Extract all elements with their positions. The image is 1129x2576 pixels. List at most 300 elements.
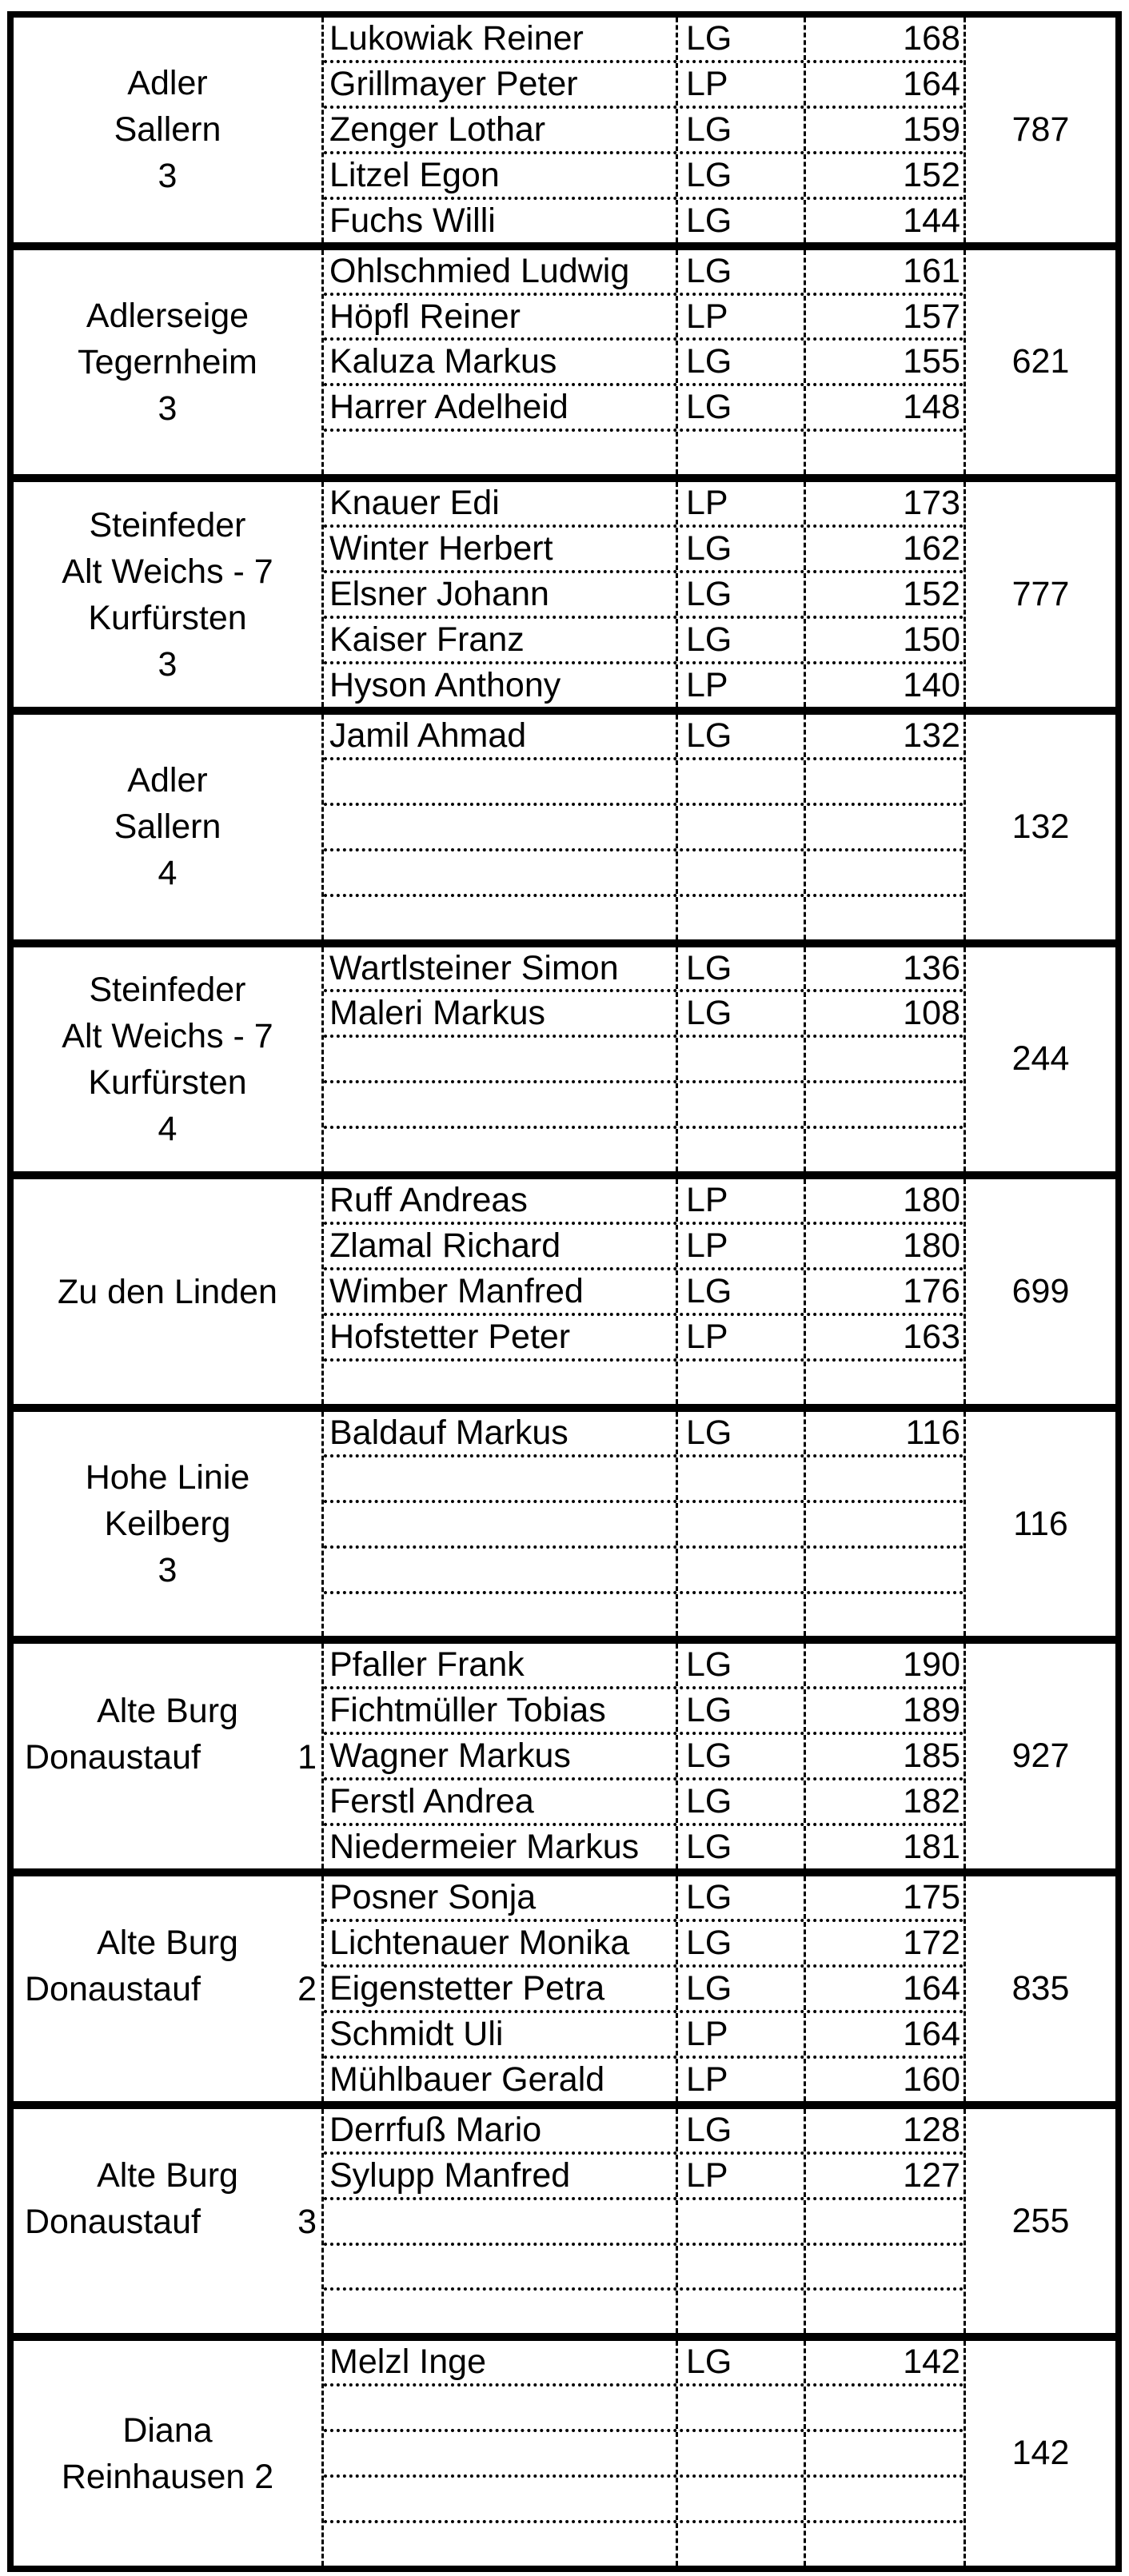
player-discipline-code: LP bbox=[676, 2013, 804, 2056]
player-row bbox=[324, 109, 963, 154]
players-grid bbox=[321, 2341, 966, 2566]
player-discipline-code bbox=[676, 760, 804, 803]
player-score bbox=[804, 1038, 963, 1080]
team-total-cell bbox=[966, 482, 1115, 707]
player-score: 108 bbox=[804, 992, 963, 1035]
team-name-line: Kurfürsten bbox=[88, 1063, 247, 1102]
player-score: 182 bbox=[804, 1780, 963, 1823]
team-total-value: 255 bbox=[1011, 2201, 1070, 2240]
team-total-value: 116 bbox=[1013, 1504, 1068, 1543]
player-name: Harrer Adelheid bbox=[329, 388, 568, 427]
player-name bbox=[324, 760, 676, 803]
players-grid bbox=[321, 1179, 966, 1404]
player-discipline-code: LP bbox=[676, 1179, 804, 1222]
player-discipline-code: LP bbox=[676, 63, 804, 106]
player-score: 128 bbox=[804, 2109, 963, 2151]
player-row bbox=[324, 1179, 963, 1225]
player-name: Jamil Ahmad bbox=[329, 716, 527, 755]
player-discipline-code: LG bbox=[676, 1689, 804, 1732]
player-name: Wagner Markus bbox=[329, 1737, 571, 1776]
team-name-line: 4 bbox=[158, 1109, 178, 1148]
player-name: Höpfl Reiner bbox=[329, 297, 521, 336]
team-total-value: 132 bbox=[1011, 807, 1070, 846]
player-score: 176 bbox=[804, 1270, 963, 1313]
player-name: Mühlbauer Gerald bbox=[329, 2060, 605, 2099]
player-score: 180 bbox=[804, 1225, 963, 1267]
player-name bbox=[324, 1457, 676, 1500]
team-cell bbox=[14, 1854, 321, 2079]
team-block bbox=[14, 1636, 1115, 1868]
team-name-line: Tegernheim bbox=[78, 342, 257, 381]
team-name-line: Zu den Linden bbox=[58, 1272, 277, 1311]
team-cell bbox=[14, 482, 321, 707]
players-grid bbox=[321, 1412, 966, 1637]
player-name: Fichtmüller Tobias bbox=[329, 1691, 606, 1730]
player-name bbox=[324, 432, 676, 474]
team-name-line: Adler bbox=[127, 761, 208, 800]
player-name: Wimber Manfred bbox=[329, 1272, 584, 1310]
player-score bbox=[804, 1083, 963, 1126]
player-score bbox=[804, 806, 963, 848]
player-discipline-code: LG bbox=[676, 619, 804, 661]
players-grid bbox=[321, 250, 966, 475]
player-discipline-code bbox=[676, 1503, 804, 1545]
player-discipline-code bbox=[676, 2387, 804, 2429]
player-name: Elsner Johann bbox=[329, 575, 549, 614]
player-name bbox=[324, 897, 676, 939]
player-row bbox=[324, 2200, 963, 2246]
player-name bbox=[324, 2291, 676, 2333]
team-cell bbox=[14, 947, 321, 1172]
team-name-line bbox=[14, 1966, 321, 2012]
player-discipline-code: LP bbox=[676, 296, 804, 338]
team-total-cell bbox=[966, 2341, 1115, 2566]
player-row bbox=[324, 947, 963, 993]
player-score: 164 bbox=[804, 2013, 963, 2056]
team-total-cell bbox=[966, 715, 1115, 939]
player-discipline-code: LG bbox=[676, 386, 804, 429]
player-row bbox=[324, 1457, 963, 1503]
team-total-cell bbox=[966, 18, 1115, 242]
player-name bbox=[324, 806, 676, 848]
team-total-cell bbox=[966, 1644, 1115, 1868]
team-block bbox=[14, 18, 1115, 242]
player-score: 190 bbox=[804, 1644, 963, 1686]
player-score bbox=[804, 2200, 963, 2243]
player-score: 161 bbox=[804, 250, 963, 293]
player-row bbox=[324, 1083, 963, 1129]
team-name-line: Steinfeder bbox=[89, 970, 246, 1009]
players-grid bbox=[321, 2109, 966, 2334]
player-score bbox=[804, 897, 963, 939]
team-name-line: 3 bbox=[158, 389, 178, 428]
player-discipline-code: LP bbox=[676, 2059, 804, 2101]
player-discipline-code: LP bbox=[676, 482, 804, 524]
player-row bbox=[324, 1503, 963, 1549]
team-name-line: Diana bbox=[122, 2411, 213, 2450]
player-name: Zlamal Richard bbox=[329, 1226, 561, 1266]
team-name-text: Donaustauf bbox=[25, 1970, 201, 2009]
player-name: Niedermeier Markus bbox=[329, 1828, 640, 1867]
player-score: 127 bbox=[804, 2155, 963, 2197]
player-row bbox=[324, 482, 963, 528]
player-name: Hyson Anthony bbox=[329, 665, 561, 704]
team-total-cell bbox=[966, 2109, 1115, 2334]
player-discipline-code: LG bbox=[676, 2109, 804, 2151]
player-name: Ohlschmied Ludwig bbox=[329, 251, 630, 290]
team-block bbox=[14, 939, 1115, 1172]
player-score bbox=[804, 1362, 963, 1404]
player-name: Melzl Inge bbox=[329, 2343, 486, 2382]
player-name bbox=[324, 1362, 676, 1404]
team-name-line: Alt Weichs - 7 bbox=[62, 1016, 273, 1055]
player-row bbox=[324, 250, 963, 296]
player-discipline-code: LG bbox=[676, 2341, 804, 2383]
players-grid bbox=[321, 1644, 966, 1868]
team-name-line: Sallern bbox=[114, 110, 221, 150]
player-score: 172 bbox=[804, 1922, 963, 1964]
player-discipline-code: LG bbox=[676, 1876, 804, 1919]
player-discipline-code: LG bbox=[676, 250, 804, 293]
player-row bbox=[324, 806, 963, 851]
player-name: Ruff Andreas bbox=[329, 1181, 528, 1220]
player-score: 132 bbox=[804, 715, 963, 757]
player-row bbox=[324, 992, 963, 1038]
team-cell bbox=[14, 250, 321, 475]
player-score: 163 bbox=[804, 1316, 963, 1358]
player-row bbox=[324, 619, 963, 664]
player-score bbox=[804, 2478, 963, 2520]
player-discipline-code: LG bbox=[676, 1644, 804, 1686]
player-row bbox=[324, 851, 963, 897]
player-name: Eigenstetter Petra bbox=[329, 1968, 605, 2008]
player-row bbox=[324, 1780, 963, 1826]
player-discipline-code bbox=[676, 1038, 804, 1080]
team-total-cell bbox=[966, 947, 1115, 1172]
player-name bbox=[324, 2200, 676, 2243]
team-name-line: Adlerseige bbox=[86, 296, 249, 335]
player-name: Ferstl Andrea bbox=[329, 1782, 534, 1821]
player-discipline-code: LG bbox=[676, 1270, 804, 1313]
player-name bbox=[324, 2478, 676, 2520]
player-discipline-code bbox=[676, 432, 804, 474]
player-row bbox=[324, 2246, 963, 2291]
player-name: Pfaller Frank bbox=[329, 1645, 525, 1685]
player-discipline-code: LG bbox=[676, 947, 804, 990]
player-score: 173 bbox=[804, 482, 963, 524]
player-discipline-code bbox=[676, 2478, 804, 2520]
player-discipline-code: LG bbox=[676, 715, 804, 757]
team-name-line: Adler bbox=[127, 64, 208, 103]
player-name: Litzel Egon bbox=[329, 155, 500, 194]
player-row bbox=[324, 1644, 963, 1689]
player-discipline-code: LP bbox=[676, 664, 804, 707]
team-block bbox=[14, 2333, 1115, 2566]
player-row bbox=[324, 2013, 963, 2059]
player-row bbox=[324, 432, 963, 474]
player-discipline-code bbox=[676, 1457, 804, 1500]
player-row bbox=[324, 897, 963, 939]
team-cell bbox=[14, 2087, 321, 2311]
players-grid bbox=[321, 18, 966, 242]
player-name: Lukowiak Reiner bbox=[329, 18, 584, 58]
player-score bbox=[804, 1503, 963, 1545]
player-score: 162 bbox=[804, 528, 963, 570]
player-row bbox=[324, 528, 963, 573]
team-name-line: 3 bbox=[158, 644, 178, 684]
player-score: 150 bbox=[804, 619, 963, 661]
team-block bbox=[14, 1868, 1115, 2101]
player-discipline-code: LG bbox=[676, 109, 804, 151]
player-score bbox=[804, 2246, 963, 2288]
team-name-line: Alte Burg bbox=[97, 1691, 238, 1730]
player-score bbox=[804, 851, 963, 894]
player-discipline-code: LG bbox=[676, 1412, 804, 1454]
player-discipline-code: LG bbox=[676, 1922, 804, 1964]
player-row bbox=[324, 1549, 963, 1594]
player-discipline-code bbox=[676, 2523, 804, 2566]
player-row bbox=[324, 760, 963, 806]
player-row bbox=[324, 1129, 963, 1171]
player-row bbox=[324, 1038, 963, 1083]
player-row bbox=[324, 715, 963, 760]
player-row bbox=[324, 2478, 963, 2523]
team-total-value: 777 bbox=[1011, 575, 1070, 614]
team-name-line bbox=[14, 2199, 321, 2245]
player-name: Zenger Lothar bbox=[329, 110, 546, 149]
team-total-value: 699 bbox=[1011, 1272, 1070, 1311]
team-block bbox=[14, 2101, 1115, 2334]
player-name bbox=[324, 1594, 676, 1637]
players-grid bbox=[321, 947, 966, 1172]
player-name: Wartlsteiner Simon bbox=[329, 948, 619, 987]
team-name-line: Alte Burg bbox=[97, 2156, 238, 2195]
players-grid bbox=[321, 715, 966, 939]
player-name bbox=[324, 851, 676, 894]
team-name-line: Alte Burg bbox=[97, 1924, 238, 1963]
team-total-value: 927 bbox=[1011, 1737, 1070, 1776]
player-name: Sylupp Manfred bbox=[329, 2155, 571, 2195]
player-score bbox=[804, 1129, 963, 1171]
player-score: 160 bbox=[804, 2059, 963, 2101]
player-discipline-code bbox=[676, 1129, 804, 1171]
team-cell bbox=[14, 18, 321, 242]
player-discipline-code: LG bbox=[676, 200, 804, 242]
player-discipline-code bbox=[676, 1594, 804, 1637]
player-score bbox=[804, 1457, 963, 1500]
player-row bbox=[324, 664, 963, 707]
team-total-value: 244 bbox=[1011, 1039, 1070, 1079]
player-name: Schmidt Uli bbox=[329, 2014, 504, 2053]
player-name: Kaluza Markus bbox=[329, 342, 557, 381]
player-discipline-code bbox=[676, 897, 804, 939]
player-name bbox=[324, 1549, 676, 1591]
player-row bbox=[324, 1270, 963, 1316]
player-name: Derrfuß Mario bbox=[329, 2110, 542, 2149]
team-block bbox=[14, 474, 1115, 707]
player-row bbox=[324, 200, 963, 242]
player-score: 189 bbox=[804, 1689, 963, 1732]
player-score bbox=[804, 1594, 963, 1637]
player-row bbox=[324, 1362, 963, 1404]
player-row bbox=[324, 2291, 963, 2333]
team-name-line: 3 bbox=[158, 1551, 178, 1590]
player-score: 180 bbox=[804, 1179, 963, 1222]
player-score bbox=[804, 2432, 963, 2474]
player-name: Maleri Markus bbox=[329, 994, 545, 1033]
team-name-line: Alt Weichs - 7 bbox=[62, 552, 273, 591]
team-cell bbox=[14, 1621, 321, 1846]
player-row bbox=[324, 1826, 963, 1868]
player-row bbox=[324, 2059, 963, 2101]
team-block bbox=[14, 1404, 1115, 1637]
team-name-line: 4 bbox=[158, 854, 178, 893]
player-name bbox=[324, 1038, 676, 1080]
player-row bbox=[324, 18, 963, 63]
player-name: Kaiser Franz bbox=[329, 620, 525, 659]
player-score: 136 bbox=[804, 947, 963, 990]
player-name: Grillmayer Peter bbox=[329, 64, 578, 103]
players-grid bbox=[321, 482, 966, 707]
player-row bbox=[324, 1316, 963, 1362]
player-score: 181 bbox=[804, 1826, 963, 1868]
player-score bbox=[804, 1549, 963, 1591]
player-score bbox=[804, 2291, 963, 2333]
team-group-number: 2 bbox=[297, 1970, 317, 2009]
player-name bbox=[324, 1503, 676, 1545]
team-name-line bbox=[14, 1734, 321, 1780]
player-score: 116 bbox=[804, 1412, 963, 1454]
player-score: 140 bbox=[804, 664, 963, 707]
player-discipline-code: LG bbox=[676, 528, 804, 570]
team-block bbox=[14, 1171, 1115, 1404]
team-block bbox=[14, 707, 1115, 939]
player-discipline-code: LP bbox=[676, 2155, 804, 2197]
player-discipline-code bbox=[676, 1549, 804, 1591]
player-name: Hofstetter Peter bbox=[329, 1317, 571, 1356]
player-score: 152 bbox=[804, 573, 963, 616]
player-row bbox=[324, 296, 963, 341]
team-total-value: 787 bbox=[1011, 110, 1070, 149]
player-score: 159 bbox=[804, 109, 963, 151]
player-name: Winter Herbert bbox=[329, 529, 553, 568]
team-total-cell bbox=[966, 1412, 1115, 1637]
player-discipline-code bbox=[676, 2200, 804, 2243]
player-score bbox=[804, 2387, 963, 2429]
team-group-number: 3 bbox=[297, 2203, 317, 2242]
player-score: 157 bbox=[804, 296, 963, 338]
player-score: 185 bbox=[804, 1735, 963, 1777]
team-total-cell bbox=[966, 1876, 1115, 2101]
team-cell bbox=[14, 715, 321, 939]
player-row bbox=[324, 573, 963, 619]
player-row bbox=[324, 2387, 963, 2432]
player-row bbox=[324, 1735, 963, 1780]
player-score: 164 bbox=[804, 63, 963, 106]
team-cell bbox=[14, 2341, 321, 2566]
team-name-line: 3 bbox=[158, 157, 178, 196]
player-discipline-code: LG bbox=[676, 992, 804, 1035]
player-score bbox=[804, 432, 963, 474]
player-row bbox=[324, 1594, 963, 1637]
player-discipline-code: LP bbox=[676, 1225, 804, 1267]
team-name-text: Donaustauf bbox=[25, 2203, 201, 2242]
player-row bbox=[324, 154, 963, 200]
team-cell bbox=[14, 1179, 321, 1404]
players-grid bbox=[321, 1876, 966, 2101]
player-row bbox=[324, 2523, 963, 2566]
team-total-value: 621 bbox=[1011, 342, 1070, 381]
player-row bbox=[324, 1968, 963, 2013]
player-name bbox=[324, 1083, 676, 1126]
player-score: 175 bbox=[804, 1876, 963, 1919]
player-row bbox=[324, 1876, 963, 1922]
player-row bbox=[324, 1225, 963, 1270]
player-discipline-code: LP bbox=[676, 1316, 804, 1358]
player-name: Knauer Edi bbox=[329, 484, 500, 523]
player-score: 142 bbox=[804, 2341, 963, 2383]
player-discipline-code: LG bbox=[676, 1826, 804, 1868]
player-name bbox=[324, 2523, 676, 2566]
player-discipline-code: LG bbox=[676, 573, 804, 616]
player-score: 168 bbox=[804, 18, 963, 60]
player-name bbox=[324, 2387, 676, 2429]
team-total-value: 142 bbox=[1011, 2434, 1070, 2473]
team-name-line: Steinfeder bbox=[89, 505, 246, 544]
player-name: Fuchs Willi bbox=[329, 201, 496, 240]
player-discipline-code bbox=[676, 806, 804, 848]
player-row bbox=[324, 1922, 963, 1968]
team-total-cell bbox=[966, 1179, 1115, 1404]
player-discipline-code: LG bbox=[676, 18, 804, 60]
team-total-cell bbox=[966, 250, 1115, 475]
player-score: 152 bbox=[804, 154, 963, 197]
player-discipline-code: LG bbox=[676, 1780, 804, 1823]
player-row bbox=[324, 2341, 963, 2387]
team-name-line: Hohe Linie bbox=[85, 1458, 250, 1497]
player-score: 144 bbox=[804, 200, 963, 242]
player-row bbox=[324, 386, 963, 432]
player-name: Baldauf Markus bbox=[329, 1413, 568, 1452]
team-name-line: Reinhausen 2 bbox=[61, 2457, 274, 2496]
team-name-line: Sallern bbox=[114, 807, 221, 847]
player-name bbox=[324, 2432, 676, 2474]
player-name bbox=[324, 1129, 676, 1171]
player-discipline-code bbox=[676, 2291, 804, 2333]
player-score: 155 bbox=[804, 341, 963, 383]
player-discipline-code bbox=[676, 1083, 804, 1126]
player-row bbox=[324, 1689, 963, 1735]
player-score: 148 bbox=[804, 386, 963, 429]
team-name-text: Donaustauf bbox=[25, 1737, 201, 1776]
results-table bbox=[7, 11, 1122, 2572]
team-block bbox=[14, 242, 1115, 475]
player-discipline-code: LG bbox=[676, 1968, 804, 2010]
player-name: Posner Sonja bbox=[329, 1878, 537, 1917]
player-row bbox=[324, 2432, 963, 2478]
player-discipline-code: LG bbox=[676, 154, 804, 197]
team-name-line: Kurfürsten bbox=[88, 598, 247, 637]
player-discipline-code bbox=[676, 2246, 804, 2288]
player-row bbox=[324, 341, 963, 386]
player-score: 164 bbox=[804, 1968, 963, 2010]
player-discipline-code bbox=[676, 851, 804, 894]
team-cell bbox=[14, 1412, 321, 1637]
player-row bbox=[324, 1412, 963, 1457]
player-name bbox=[324, 2246, 676, 2288]
player-name: Lichtenauer Monika bbox=[329, 1924, 630, 1962]
player-discipline-code bbox=[676, 2432, 804, 2474]
